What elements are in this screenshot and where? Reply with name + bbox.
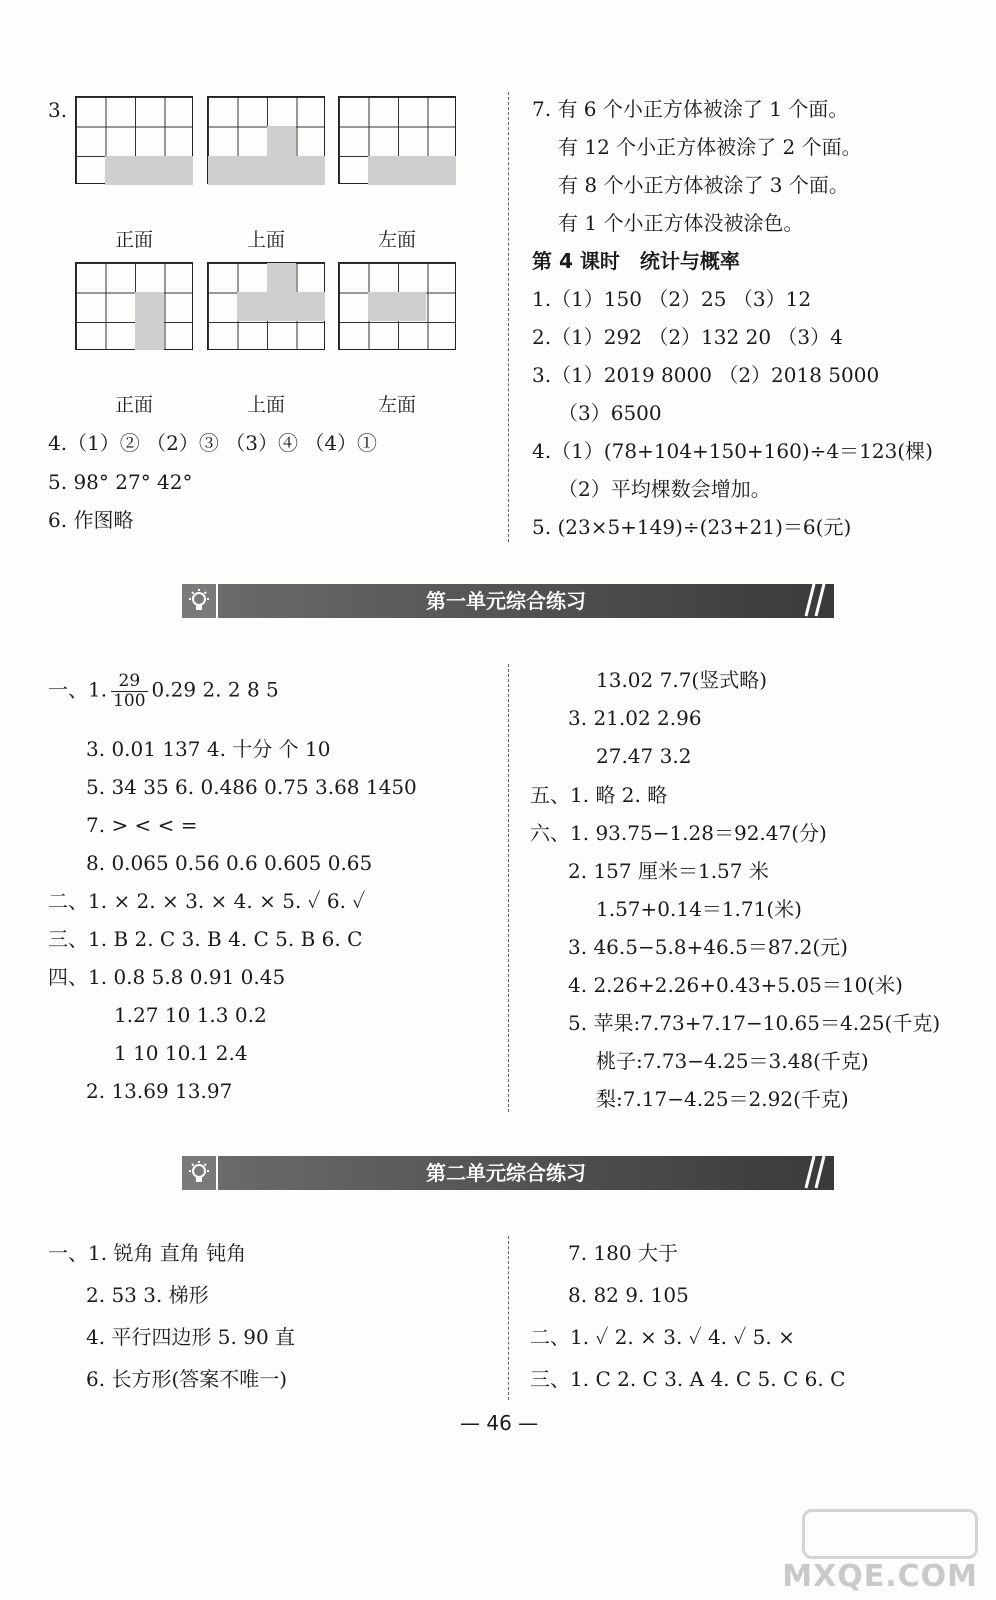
unit1-l1-prefix: 一、1. [48, 677, 108, 702]
caption-front-2: 正面 [114, 394, 153, 416]
slash-decoration-icon [796, 582, 826, 618]
unit1-right-line2: 3. 21.02 2.96 [568, 706, 702, 730]
unit1-title: 第一单元综合练习 [426, 589, 586, 613]
unit2-banner [182, 1154, 834, 1190]
stat-answer-1: 1.（1）150 （2）25 （3）12 [532, 287, 812, 311]
watermark-logo-icon [802, 1509, 978, 1559]
unit1-line6: 二、1. × 2. × 3. × 4. × 5. ✓ 6. ✓ [48, 889, 366, 913]
unit1-line5: 8. 0.065 0.56 0.6 0.605 0.65 [86, 851, 373, 875]
unit1-line1 [48, 672, 279, 710]
fraction-numerator: 29 [111, 672, 147, 692]
lightbulb-icon [182, 584, 216, 618]
stat-answer-4: 4.（1）(78+104+150+160)÷4＝123(棵) [532, 439, 933, 463]
unit1-right-line5: 六、1. 93.75−1.28＝92.47(分) [530, 821, 827, 845]
answer-q4: 4.（1）② （2）③ （3）④ （4）① [48, 431, 378, 455]
unit2-right-line1: 7. 180 大于 [568, 1241, 678, 1265]
unit1-line3: 5. 34 35 6. 0.486 0.75 3.68 1450 [86, 775, 417, 799]
answer-q5: 5. 98° 27° 42° [48, 470, 193, 494]
unit1-right-line11: 桃子:7.73−4.25＝3.48(千克) [596, 1049, 869, 1073]
unit1-right-line6: 2. 157 厘米＝1.57 米 [568, 859, 769, 883]
unit2-line2: 2. 53 3. 梯形 [86, 1283, 209, 1307]
answer-q7-line3: 有 8 个小正方体被涂了 3 个面。 [558, 173, 849, 197]
watermark-text: MXQE.COM [782, 1559, 978, 1594]
unit1-right-line10: 5. 苹果:7.73+7.17−10.65＝4.25(千克) [568, 1011, 941, 1035]
grid-front-1 [75, 96, 193, 184]
unit2-line4: 6. 长方形(答案不唯一) [86, 1367, 288, 1391]
stat-answer-3b: （3）6500 [558, 401, 662, 425]
column-divider-bottom [508, 1236, 509, 1400]
stat-answer-5: 5. (23×5+149)÷(23+21)＝6(元) [532, 515, 852, 539]
unit1-right-line1: 13.02 7.7(竖式略) [596, 668, 768, 692]
unit2-line3: 4. 平行四边形 5. 90 直 [86, 1325, 296, 1349]
unit1-right-line3: 27.47 3.2 [596, 744, 692, 768]
grid-top-2 [207, 262, 325, 350]
caption-top-1: 上面 [246, 229, 285, 251]
answer-q6: 6. 作图略 [48, 508, 134, 532]
grid-front-2 [75, 262, 193, 350]
unit1-line7: 三、1. B 2. C 3. B 4. C 5. B 6. C [48, 927, 363, 951]
unit1-line2: 3. 0.01 137 4. 十分 个 10 [86, 737, 331, 761]
answer-q7-line4: 有 1 个小正方体没被涂色。 [558, 211, 804, 235]
watermark [782, 1509, 978, 1594]
grid-top-1 [207, 96, 325, 184]
unit2-right-line3: 二、1. ✓ 2. × 3. ✓ 4. ✓ 5. × [530, 1325, 795, 1349]
column-divider-top [508, 92, 509, 542]
unit1-right-line8: 3. 46.5−5.8+46.5＝87.2(元) [568, 935, 848, 959]
unit1-line9: 1.27 10 1.3 0.2 [114, 1003, 267, 1027]
answer-q7-line1: 7. 有 6 个小正方体被涂了 1 个面。 [532, 97, 849, 121]
unit1-line4: 7. > < < = [86, 813, 198, 837]
stat-answer-2: 2.（1）292 （2）132 20 （3）4 [532, 325, 843, 349]
answer-q7-line2: 有 12 个小正方体被涂了 2 个面。 [558, 135, 862, 159]
caption-left-1: 左面 [377, 229, 416, 251]
lesson-title: 第 4 课时 统计与概率 [532, 249, 740, 273]
fraction-denominator: 100 [113, 690, 146, 711]
unit2-right-line4: 三、1. C 2. C 3. A 4. C 5. C 6. C [530, 1367, 846, 1391]
unit1-line8: 四、1. 0.8 5.8 0.91 0.45 [48, 965, 286, 989]
unit1-right-line4: 五、1. 略 2. 略 [530, 783, 668, 807]
fraction [111, 672, 147, 710]
stat-answer-3: 3.（1）2019 8000 （2）2018 5000 [532, 363, 880, 387]
unit1-right-line7: 1.57+0.14＝1.71(米) [596, 897, 802, 921]
unit1-line10: 1 10 10.1 2.4 [114, 1041, 248, 1065]
unit2-right-line2: 8. 82 9. 105 [568, 1283, 689, 1307]
lightbulb-icon [182, 1156, 216, 1190]
unit1-banner [182, 582, 834, 618]
caption-front-1: 正面 [114, 229, 153, 251]
unit1-line11: 2. 13.69 13.97 [86, 1079, 233, 1103]
stat-answer-4b: （2）平均棵数会增加。 [558, 477, 771, 501]
caption-left-2: 左面 [377, 394, 416, 416]
q3-label: 3. [48, 98, 68, 122]
grid-left-1 [338, 96, 456, 184]
unit1-right-line12: 梨:7.17−4.25＝2.92(千克) [596, 1087, 849, 1111]
page-number: — 46 — [460, 1411, 539, 1435]
slash-decoration-icon [796, 1154, 826, 1190]
unit2-line1: 一、1. 锐角 直角 钝角 [48, 1241, 247, 1265]
unit2-title: 第二单元综合练习 [426, 1161, 586, 1185]
column-divider-mid [508, 664, 509, 1112]
caption-top-2: 上面 [246, 394, 285, 416]
grid-left-2 [338, 262, 456, 350]
unit1-right-line9: 4. 2.26+2.26+0.43+5.05＝10(米) [568, 973, 903, 997]
unit1-l1-rest: 0.29 2. 2 8 5 [151, 677, 279, 702]
